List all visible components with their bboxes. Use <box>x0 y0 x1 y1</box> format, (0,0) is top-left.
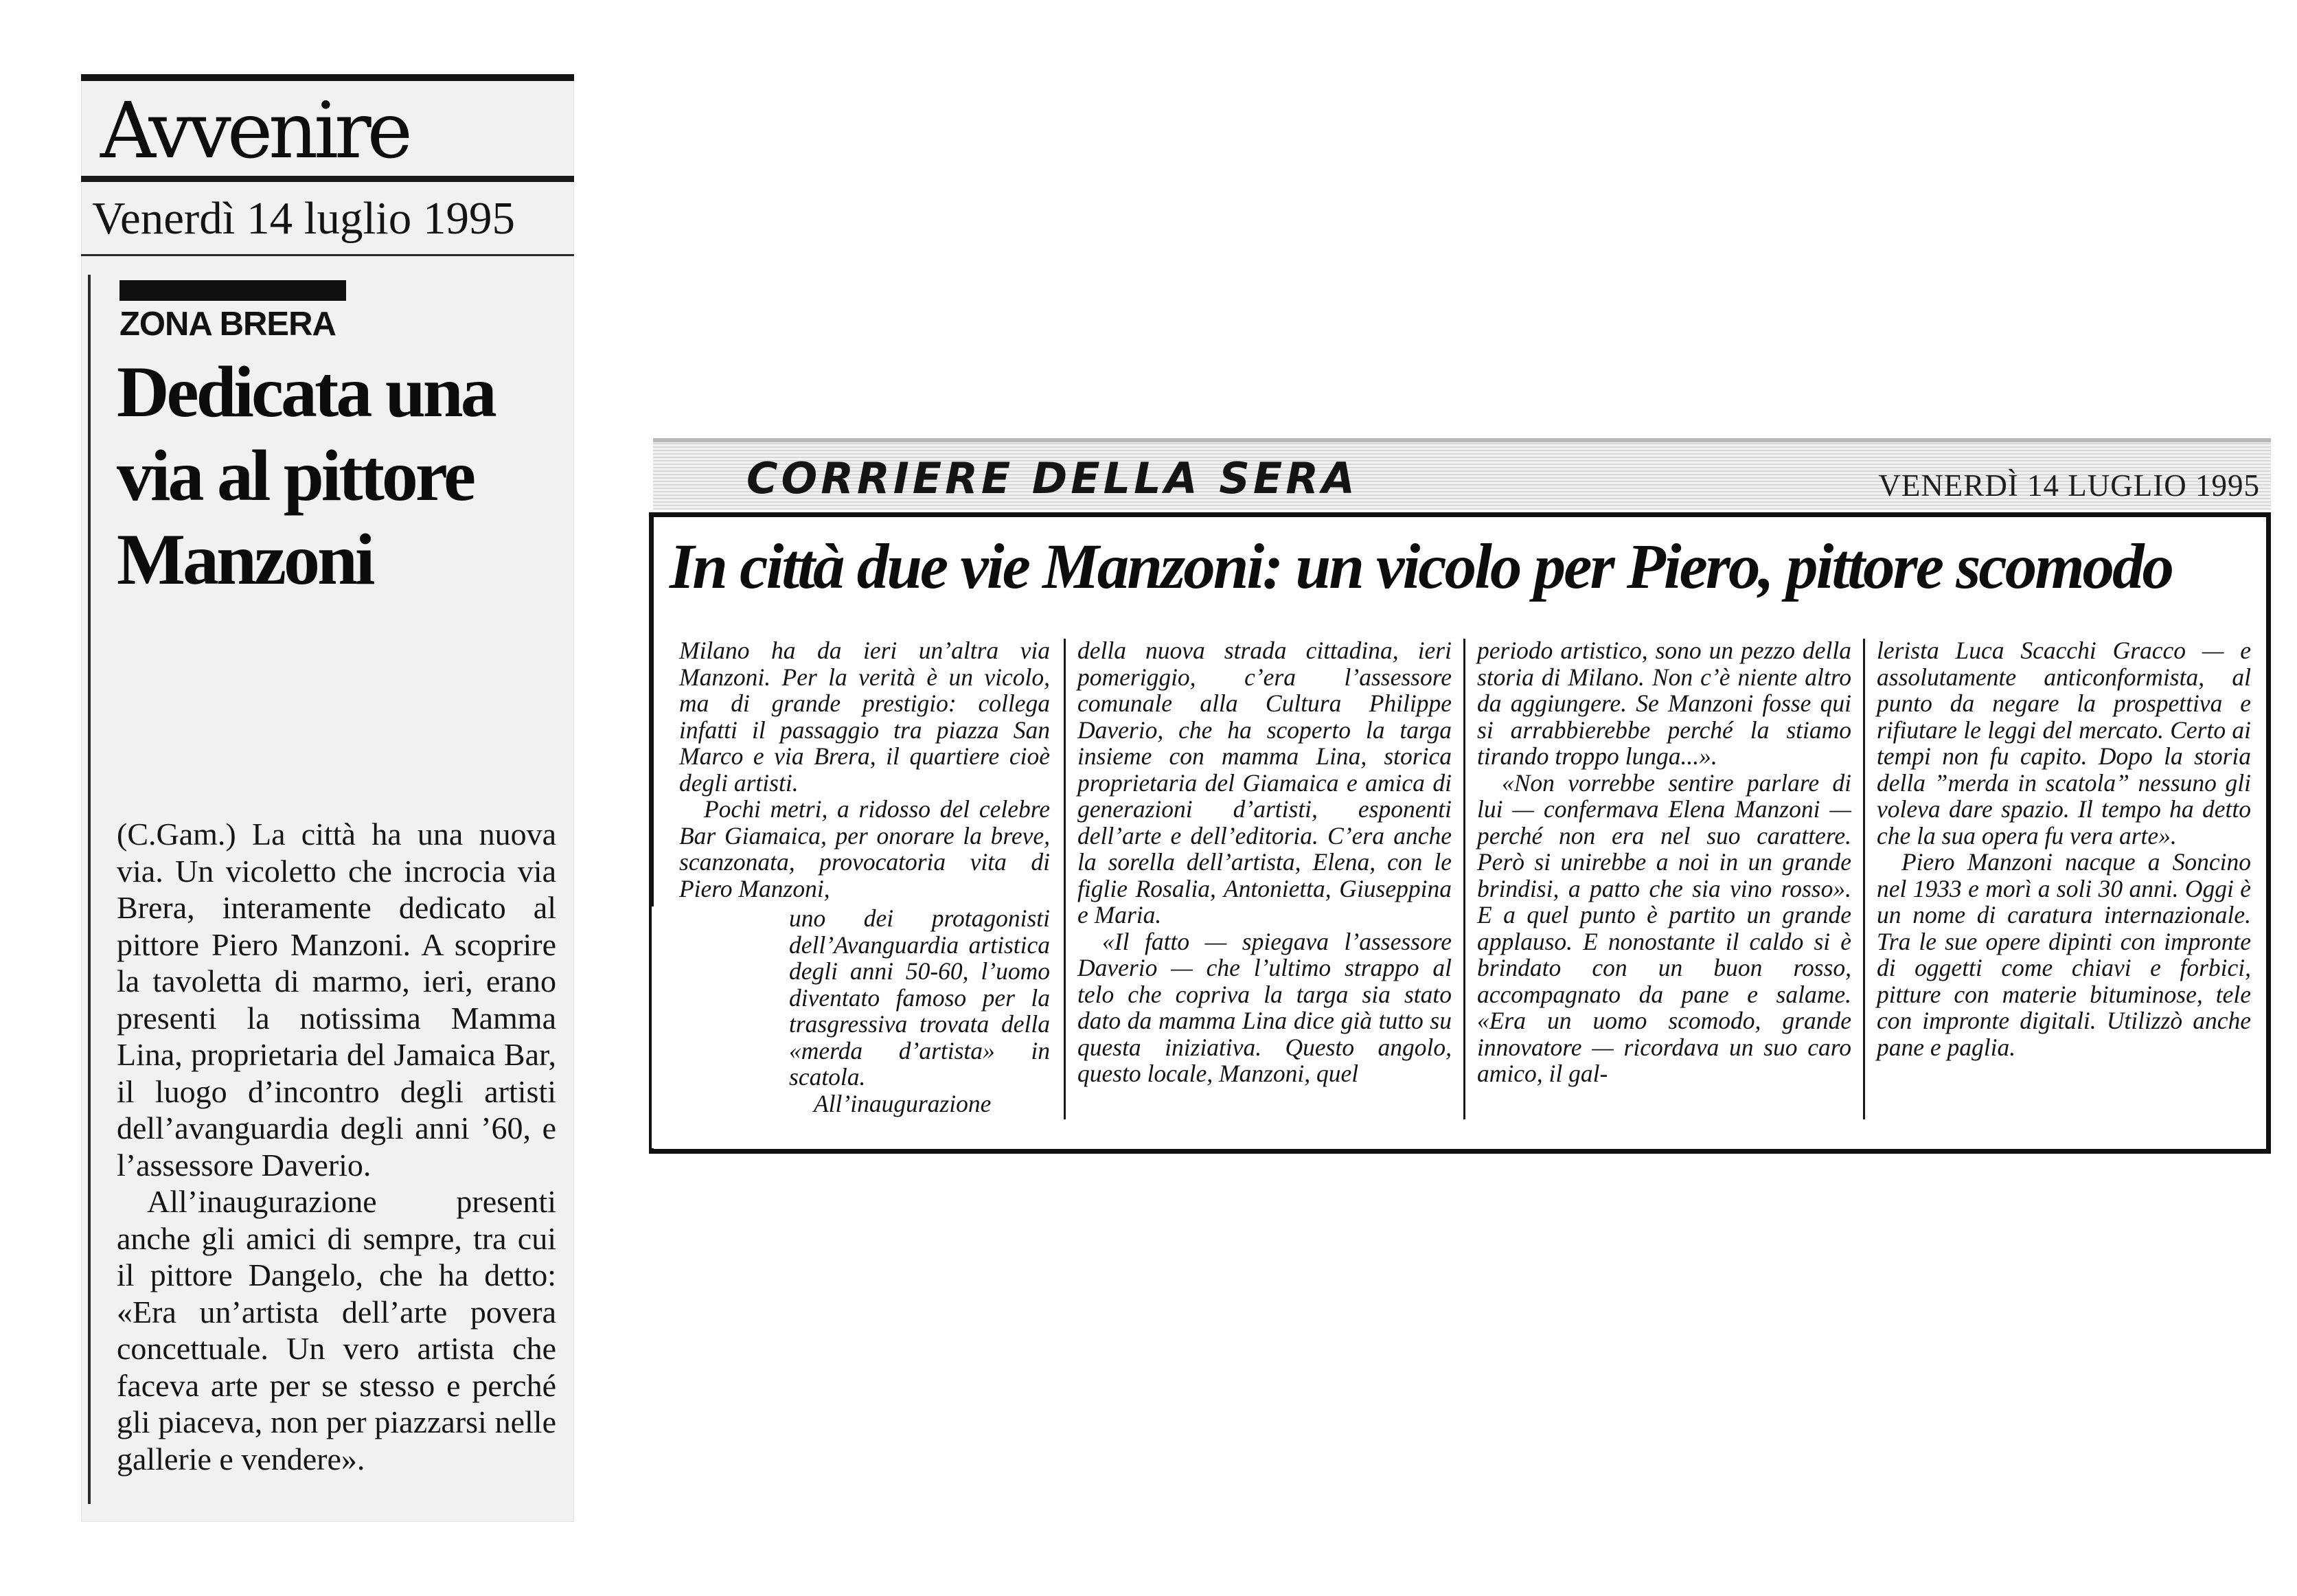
date-rule <box>81 254 574 256</box>
article-column-2 <box>1077 637 1452 1087</box>
avvenire-clipping <box>81 74 574 1522</box>
column-rule <box>88 275 91 1504</box>
article-paragraph: uno dei protagonisti dell’Avanguardia artistica degli anni 50-60, l’uomo diventato famoso per la trasgressiva trovata della «merda d’artista» in scatola. <box>789 904 1050 1091</box>
article-paragraph: All’inaugurazione presenti anche gli amici di sempre, tra cui il pittore Dangelo, che ha detto: «Era un’artista dell’arte povera concettuale. Un vero artista che faceva arte per se stesso e perché gli piaceva, non per piazzarsi nelle gallerie e vendere». <box>117 1184 556 1477</box>
photo-cutout-blank <box>652 907 779 1148</box>
column-separator <box>1064 639 1066 1119</box>
avvenire-article-body <box>117 816 556 1477</box>
avvenire-headline: Dedicata una via al pittore Manzoni <box>117 352 494 600</box>
section-kicker: ZONA BRERA <box>119 306 336 343</box>
column-separator <box>1863 639 1865 1119</box>
avvenire-date: Venerdì 14 luglio 1995 <box>92 193 515 244</box>
article-paragraph: Milano ha da ieri un’altra via Manzoni. Per la verità è un vicolo, ma di grande prestigio: collega infatti il passaggio tra piazza San Marco e via Brera, il quartiere cioè degli artisti. <box>679 637 1050 797</box>
corriere-masthead: CORRIERE DELLA SERA <box>746 453 1358 503</box>
corriere-date: VENERDÌ 14 LUGLIO 1995 <box>1878 468 2260 503</box>
article-column-1 <box>679 637 1050 902</box>
article-paragraph: Pochi metri, a ridosso del celebre Bar Giamaica, per onorare la breve, scanzonata, provocatoria vita di Piero Manzoni, <box>679 795 1050 902</box>
masthead-rule <box>81 176 574 182</box>
article-column-3 <box>1477 637 1851 1087</box>
article-column-4 <box>1877 637 2251 1060</box>
masthead-top-rule <box>81 74 574 81</box>
article-paragraph: della nuova strada cittadina, ieri pomeriggio, c’era l’assessore comunale alla Cultura Philippe Daverio, che ha scoperto la targa insieme con mamma Lina, storica proprietaria del Giamaica e amica di generazioni d’artisti, esponenti dell’arte e dell’editoria. C’era anche la sorella dell’artista, Elena, con le figlie Rosalia, Antonietta, Giuseppina e Maria. <box>1077 637 1452 928</box>
article-column-1-wrap <box>789 905 1050 1117</box>
article-paragraph: (C.Gam.) La città ha una nuova via. Un vicoletto che incrocia via Brera, interamente dedicato al pittore Piero Manzoni. A scoprire la tavoletta di marmo, ieri, erano presenti la notissima Mamma Lina, proprietaria del Jamaica Bar, il luogo d’incontro degli artisti dell’avanguardia degli anni ’60, e l’assessore Daverio. <box>117 817 556 1183</box>
article-paragraph: Piero Manzoni nacque a Soncino nel 1933 e morì a soli 30 anni. Oggi è un nome di caratura internazionale. Tra le sue opere dipinti con impronte di oggetti come chiavi e forbici, pitture con materie bituminose, tele con impronte digitali. Utilizzò anche pane e paglia. <box>1877 848 2251 1061</box>
article-paragraph: periodo artistico, sono un pezzo della storia di Milano. Non c’è niente altro da aggiungere. Se Manzoni fosse qui si arrabbierebbe perché la stiamo tirando troppo lunga...». <box>1477 637 1851 770</box>
article-paragraph: «Il fatto — spiegava l’assessore Daverio — che l’ultimo strappo al telo che copriva la targa sia stato dato da mamma Lina dice già tutto su questa iniziativa. Questo angolo, questo locale, Manzoni, quel <box>1077 927 1452 1087</box>
column-separator <box>1463 639 1465 1119</box>
avvenire-masthead: Avvenire <box>100 87 409 176</box>
corriere-headline: In città due vie Manzoni: un vicolo per Piero, pittore scomodo <box>670 532 2173 602</box>
kicker-bar <box>119 280 346 301</box>
corriere-clipping <box>649 438 2276 1159</box>
article-paragraph: lerista Luca Scacchi Gracco — e assolutamente anticonformista, al punto da negare la prospettiva e rifiutare le leggi del mercato. Certo ai tempi non fu capito. Dopo la storia della ”merda in scatola” nessuno gli voleva dare spazio. Il tempo ha detto che la sua opera fu vera arte». <box>1877 637 2251 850</box>
article-paragraph: «Non vorrebbe sentire parlare di lui — confermava Elena Manzoni — perché non era nel suo carattere. Però si unirebbe a noi in un grande brindisi, a patto che sia vino rosso». E a quel punto è partito un grande applauso. E nonostante il caldo si è brindato con un buon rosso, accompagnato da pane e salame. «Era un uomo scomodo, grande innovatore — ricordava un suo caro amico, il gal- <box>1477 768 1851 1087</box>
article-paragraph: All’inaugurazione <box>814 1089 992 1117</box>
